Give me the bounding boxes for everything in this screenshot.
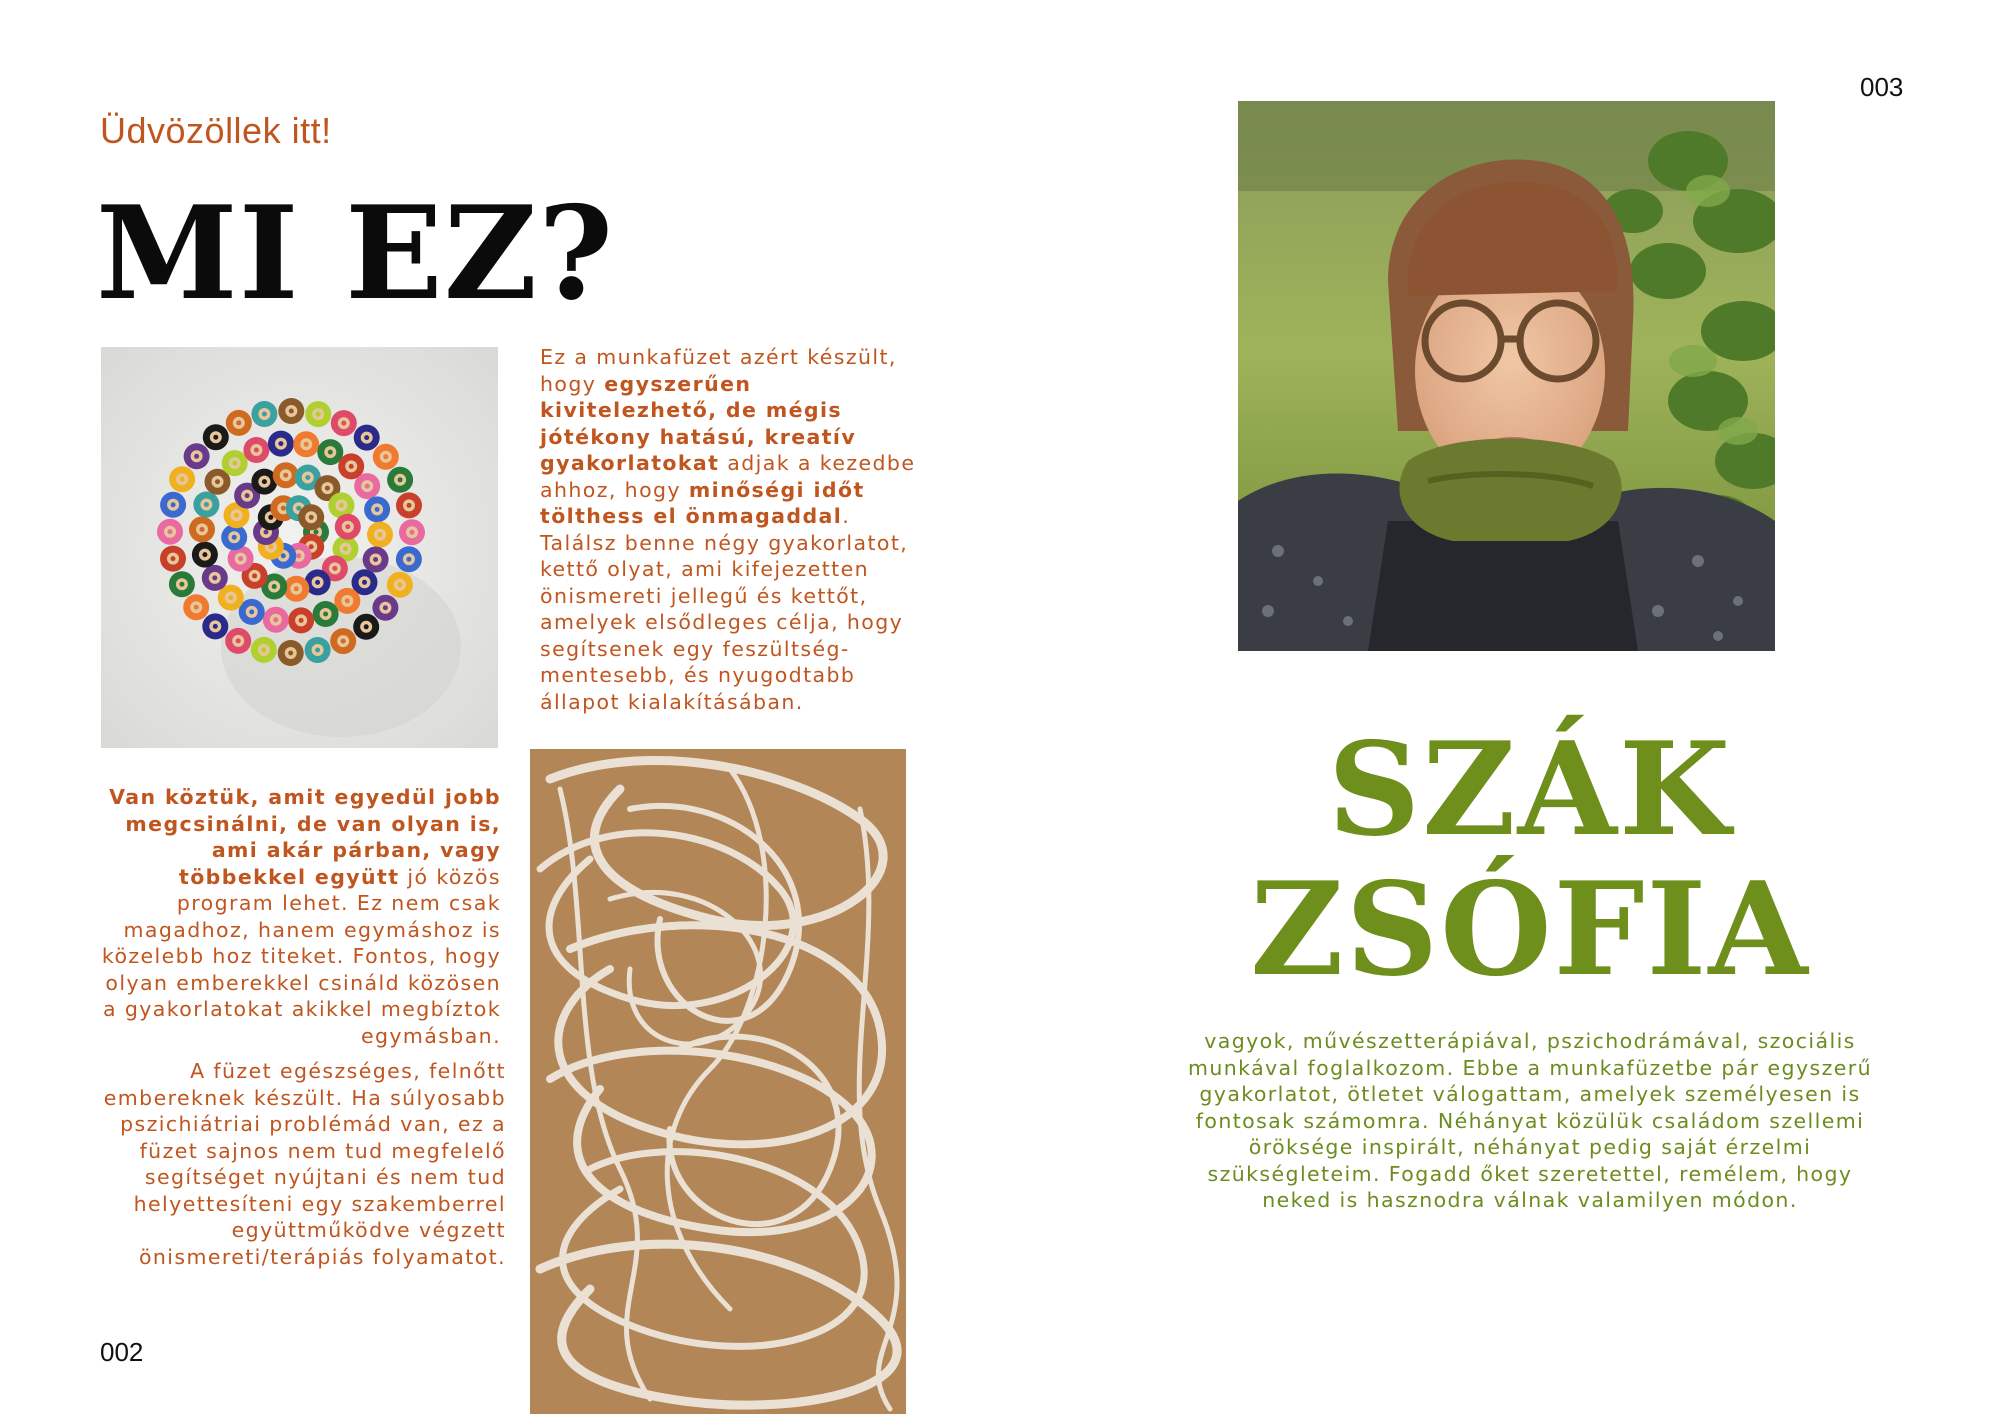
- colored-pencils-photo: [101, 347, 498, 748]
- disclaimer-paragraph: A füzet egészséges, felnőtt embereknek készült. Ha súlyosabb pszichiátriai problémád van, ez a füzet sajnos nem tud megfelelő segítséget nyújtani és nem tud helyettesíteni egy szakemberrel együttműködve végzett önismereti/terápiás folyamatot.: [103, 1059, 506, 1269]
- greeting: Üdvözöllek itt!: [100, 110, 332, 151]
- right-page-number: 003: [1860, 72, 1904, 102]
- author-name-line1: SZÁK: [1327, 715, 1733, 865]
- author-name: [1160, 715, 1900, 1005]
- together-paragraph: Van köztük, amit egyedül jobb megcsinálni, de van olyan is, ami akár párban, vagy többekkel együtt jó közös program lehet. Ez nem csak magadhoz, hanem egymáshoz is közelebb hoz titeket. Fontos, hogy olyan emberekkel csináld közösen a gyakorlatokat akikkel megbíztok egymásban.: [101, 785, 501, 1048]
- chalk-scribble-photo: [530, 749, 906, 1414]
- portrait-photo: [1238, 101, 1775, 651]
- left-page-number: 002: [100, 1337, 144, 1367]
- page-title: MI EZ?: [96, 179, 615, 329]
- intro-paragraph: Ez a munkafüzet azért készült, hogy egyszerűen kivitelezhető, de mégis jótékony hatású, kreatív gyakorlatokat adjak a kezedbe ahhoz, hogy minőségi időt tölthess el önmagaddal. Találsz benne négy gyakorlatot, kettő olyat, ami kifejezetten önismereti jellegű és kettőt, amelyek elsődleges célja, hogy segítsenek egy feszültség-mentesebb, és nyugodtabb állapot kialakításában.: [540, 345, 916, 714]
- author-name-line2: ZSÓFIA: [1250, 855, 1810, 1005]
- author-bio: vagyok, művészetterápiával, pszichodrámával, szociális munkával foglalkozom. Ebbe a munkafüzetbe pár egyszerű gyakorlatot, ötletet válogattam, amelyek személyesen is fontosak számomra. Néhányat közülük családom szellemi öröksége inspirált, néhányat pedig saját érzelmi szükségleteim. Fogadd őket szeretettel, remélem, hogy neked is hasznodra válnak valamilyen módon.: [1188, 1029, 1872, 1212]
